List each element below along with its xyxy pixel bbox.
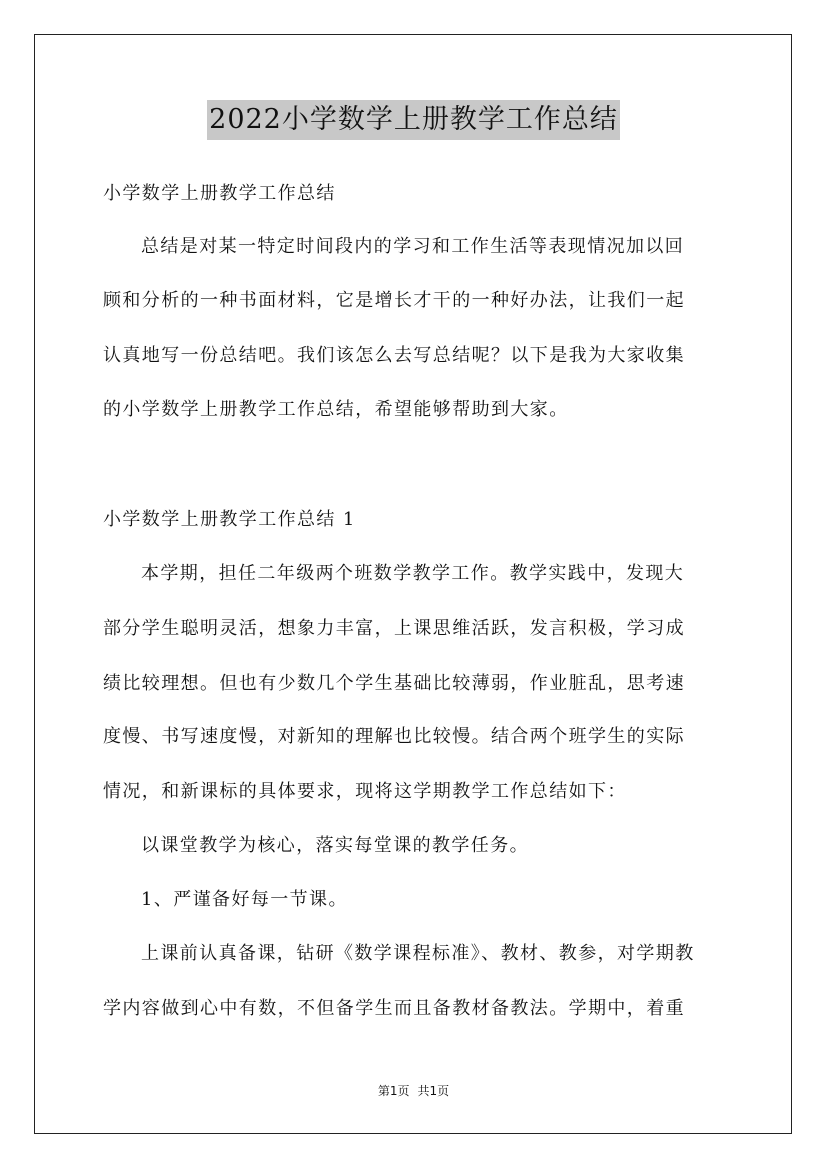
intro-line: 顾和分析的一种书面材料，它是增长才干的一种好办法，让我们一起 bbox=[103, 290, 685, 311]
section-line: 部分学生聪明灵活，想象力丰富，上课思维活跃，发言积极，学习成 bbox=[103, 618, 685, 639]
core-line: 以课堂教学为核心，落实每堂课的教学任务。 bbox=[141, 835, 529, 856]
section-line: 情况，和新课标的具体要求，现将这学期教学工作总结如下： bbox=[103, 781, 627, 802]
intro-line: 总结是对某一特定时间段内的学习和工作生活等表现情况加以回 bbox=[141, 236, 685, 257]
prep-line: 学内容做到心中有数，不但备学生而且备教材备教法。学期中，着重 bbox=[103, 998, 685, 1019]
intro-line: 的小学数学上册教学工作总结，希望能够帮助到大家。 bbox=[103, 399, 569, 420]
page-number: 第1页 bbox=[377, 1084, 410, 1098]
page-total: 共1页 bbox=[417, 1084, 450, 1098]
section-line: 度慢、书写速度慢，对新知的理解也比较慢。结合两个班学生的实际 bbox=[103, 726, 685, 747]
subtitle: 小学数学上册教学工作总结 bbox=[103, 183, 336, 204]
page-footer bbox=[0, 1083, 827, 1099]
section-heading: 小学数学上册教学工作总结 1 bbox=[103, 509, 356, 530]
item-line: 1、严谨备好每一节课。 bbox=[141, 889, 348, 910]
document-title: 2022小学数学上册教学工作总结 bbox=[207, 100, 620, 140]
intro-line: 认真地写一份总结吧。我们该怎么去写总结呢？以下是我为大家收集 bbox=[103, 345, 685, 366]
prep-line: 上课前认真备课，钻研《数学课程标准》、教材、教参，对学期教 bbox=[141, 943, 695, 964]
section-line: 本学期，担任二年级两个班数学教学工作。教学实践中，发现大 bbox=[141, 563, 685, 584]
title-area bbox=[0, 100, 827, 140]
section-line: 绩比较理想。但也有少数几个学生基础比较薄弱，作业脏乱，思考速 bbox=[103, 673, 685, 694]
